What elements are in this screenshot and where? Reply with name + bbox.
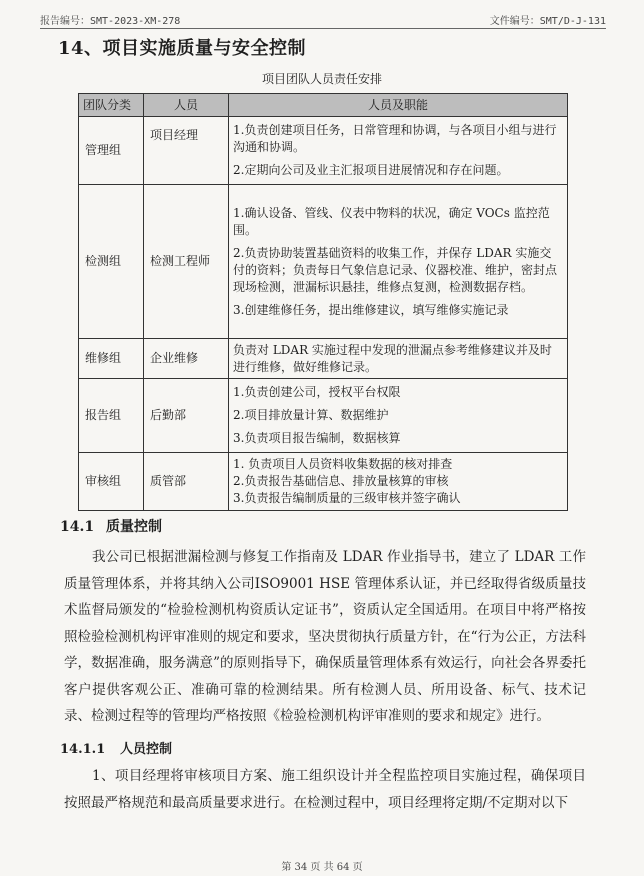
team-cell: 报告组 <box>79 379 144 453</box>
team-responsibility-table <box>78 93 568 511</box>
duties-cell <box>229 117 568 185</box>
duty-item: 2.负责报告基础信息、排放量核算的审核 <box>233 474 449 488</box>
file-number: 文件编号：SMT/D-J-131 <box>489 16 606 27</box>
quality-paragraph: 我公司已根据泄漏检测与修复工作指南及 LDAR 作业指导书，建立了 LDAR 工作质量管理体系，并将其纳入公司ISO9001 HSE 管理体系认证，并已经取得省级质量技术监督局颁发的“检验检测机构资质认定证书”，资质认定全国适用。在项目中将严格按照检验检测机构评审准则的规定和要求，坚决贯彻执行质量方针，在“行为公正，方法科学，数据准确，服务满意”的原则指导下，确保质量管理体系有效运行，向社会各界委托客户提供客观公正、准确可靠的检测结果。所有检测人员、所用设备、标气、技术记录、检测过程等的管理均严格按照《检验检测机构评审准则的要求和规定》进行。 <box>64 549 586 724</box>
duty-item: 3.负责报告编制质量的三级审核并签字确认 <box>233 491 461 505</box>
duty-item: 2.项目排放量计算、数据维护 <box>233 408 389 422</box>
heading-number: 14.1.1 <box>60 742 106 757</box>
table-row <box>79 339 568 379</box>
person-cell: 检测工程师 <box>144 185 229 339</box>
header-person: 人员 <box>144 94 229 117</box>
person-cell: 质管部 <box>144 453 229 511</box>
table-row <box>79 379 568 453</box>
page-number: 第 34 页 共 64 页 <box>281 862 363 873</box>
report-number: 报告编号：SMT-2023-XM-278 <box>40 16 181 27</box>
header-duties: 人员及职能 <box>229 94 568 117</box>
team-cell: 审核组 <box>79 453 144 511</box>
duties-cell <box>229 453 568 511</box>
duty-item: 2.定期向公司及业主汇报项目进展情况和存在问题。 <box>233 163 509 177</box>
duty-item: 1.负责创建公司，授权平台权限 <box>233 385 401 399</box>
duty-item: 2.负责协助装置基础资料的收集工作，并保存 LDAR 实施交付的资料；负责每日气象信息记录、仪器校准、维护，密封点现场检测，泄漏标识悬挂，维修点复测，检测数据存档。 <box>233 245 558 294</box>
duties-cell <box>229 185 568 339</box>
duties-cell <box>229 339 568 379</box>
duty-item: 3.负责项目报告编制，数据核算 <box>233 431 401 445</box>
duty-item: 1.负责创建项目任务，日常管理和协调，与各项目小组与进行沟通和协调。 <box>233 123 557 154</box>
team-cell: 检测组 <box>79 185 144 339</box>
heading-number: 14.1 <box>60 519 95 535</box>
header-divider <box>40 28 606 29</box>
table-header-row <box>79 94 568 117</box>
quality-control-heading <box>60 516 162 536</box>
duty-item: 1.确认设备、管线、仪表中物料的状况，确定 VOCs 监控范围。 <box>233 205 550 237</box>
person-cell: 后勤部 <box>144 379 229 453</box>
person-cell: 项目经理 <box>144 117 229 185</box>
table-row <box>79 117 568 185</box>
duty-item: 3.创建维修任务，提出维修建议，填写维修实施记录 <box>233 302 509 317</box>
table-caption: 项目团队人员责任安排 <box>261 72 382 86</box>
heading-text: 人员控制 <box>120 742 173 757</box>
person-cell: 企业维修 <box>144 339 229 379</box>
personnel-paragraph: 1、项目经理将审核项目方案、施工组织设计并全程监控项目实施过程，确保项目按照最严格规范和最高质量要求进行。在检测过程中，项目经理将定期/不定期对以下 <box>64 768 586 811</box>
duty-item: 负责对 LDAR 实施过程中发现的泄漏点参考维修建议并及时进行维修，做好维修记录。 <box>233 342 552 374</box>
table-row <box>79 453 568 511</box>
section-title: 14、项目实施质量与安全控制 <box>58 38 307 59</box>
team-cell: 管理组 <box>79 117 144 185</box>
personnel-control-heading <box>60 738 172 757</box>
heading-text: 质量控制 <box>106 519 162 535</box>
header-team: 团队分类 <box>79 94 144 117</box>
duties-cell <box>229 379 568 453</box>
team-cell: 维修组 <box>79 339 144 379</box>
table-row <box>79 185 568 339</box>
duty-item: 1. 负责项目人员资料收集数据的核对排查 <box>233 457 453 471</box>
